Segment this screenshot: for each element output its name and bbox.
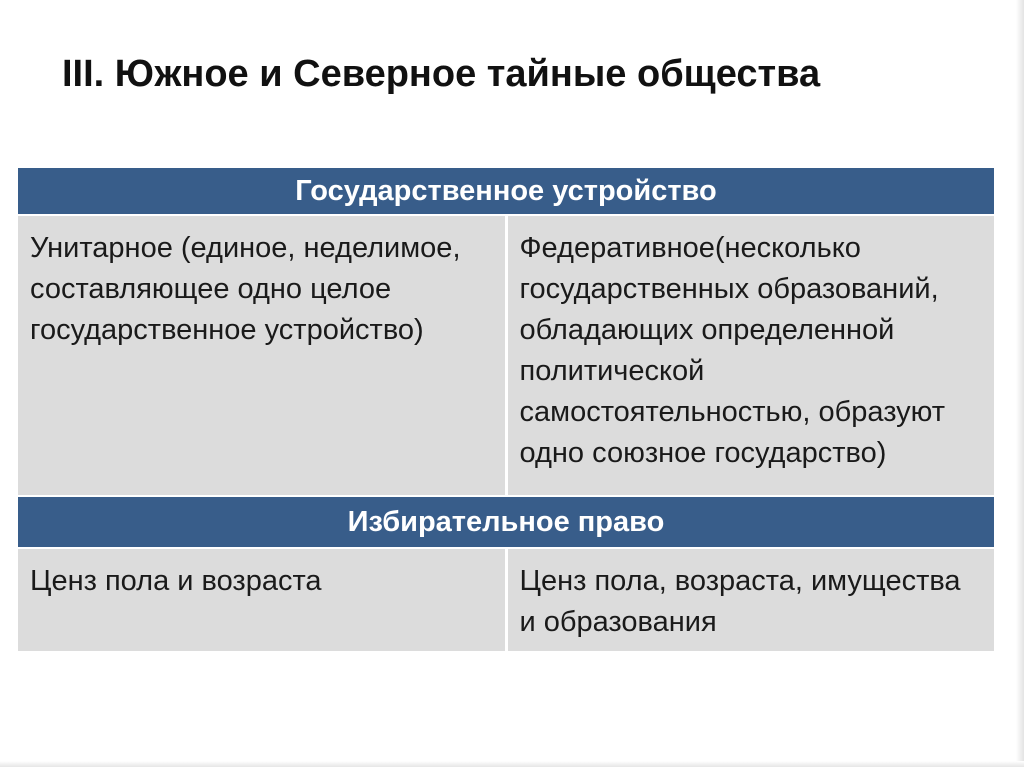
slide-shadow-bottom (0, 761, 1024, 767)
cell-southern-society-electoral: Ценз пола и возраста (18, 548, 506, 651)
comparison-table (18, 166, 994, 651)
section-header-electoral-law: Избирательное право (18, 496, 994, 548)
cell-northern-society-electoral: Ценз пола, возраста, имущества и образования (506, 548, 994, 651)
table-section-header-row (18, 167, 994, 215)
cell-northern-society-government: Федеративное(несколько государственных образований, обладающих определенной политической самостоятельностью, образуют одно союзное государство) (506, 215, 994, 496)
cell-southern-society-government: Унитарное (единое, неделимое, составляющее одно целое государственное устройство) (18, 215, 506, 496)
section-header-government-structure: Государственное устройство (18, 167, 994, 215)
slide-title: III. Южное и Северное тайные общества (62, 53, 821, 95)
slide-shadow-right (1016, 0, 1024, 767)
table-row (18, 215, 994, 496)
table-section-header-row (18, 496, 994, 548)
table-row (18, 548, 994, 651)
